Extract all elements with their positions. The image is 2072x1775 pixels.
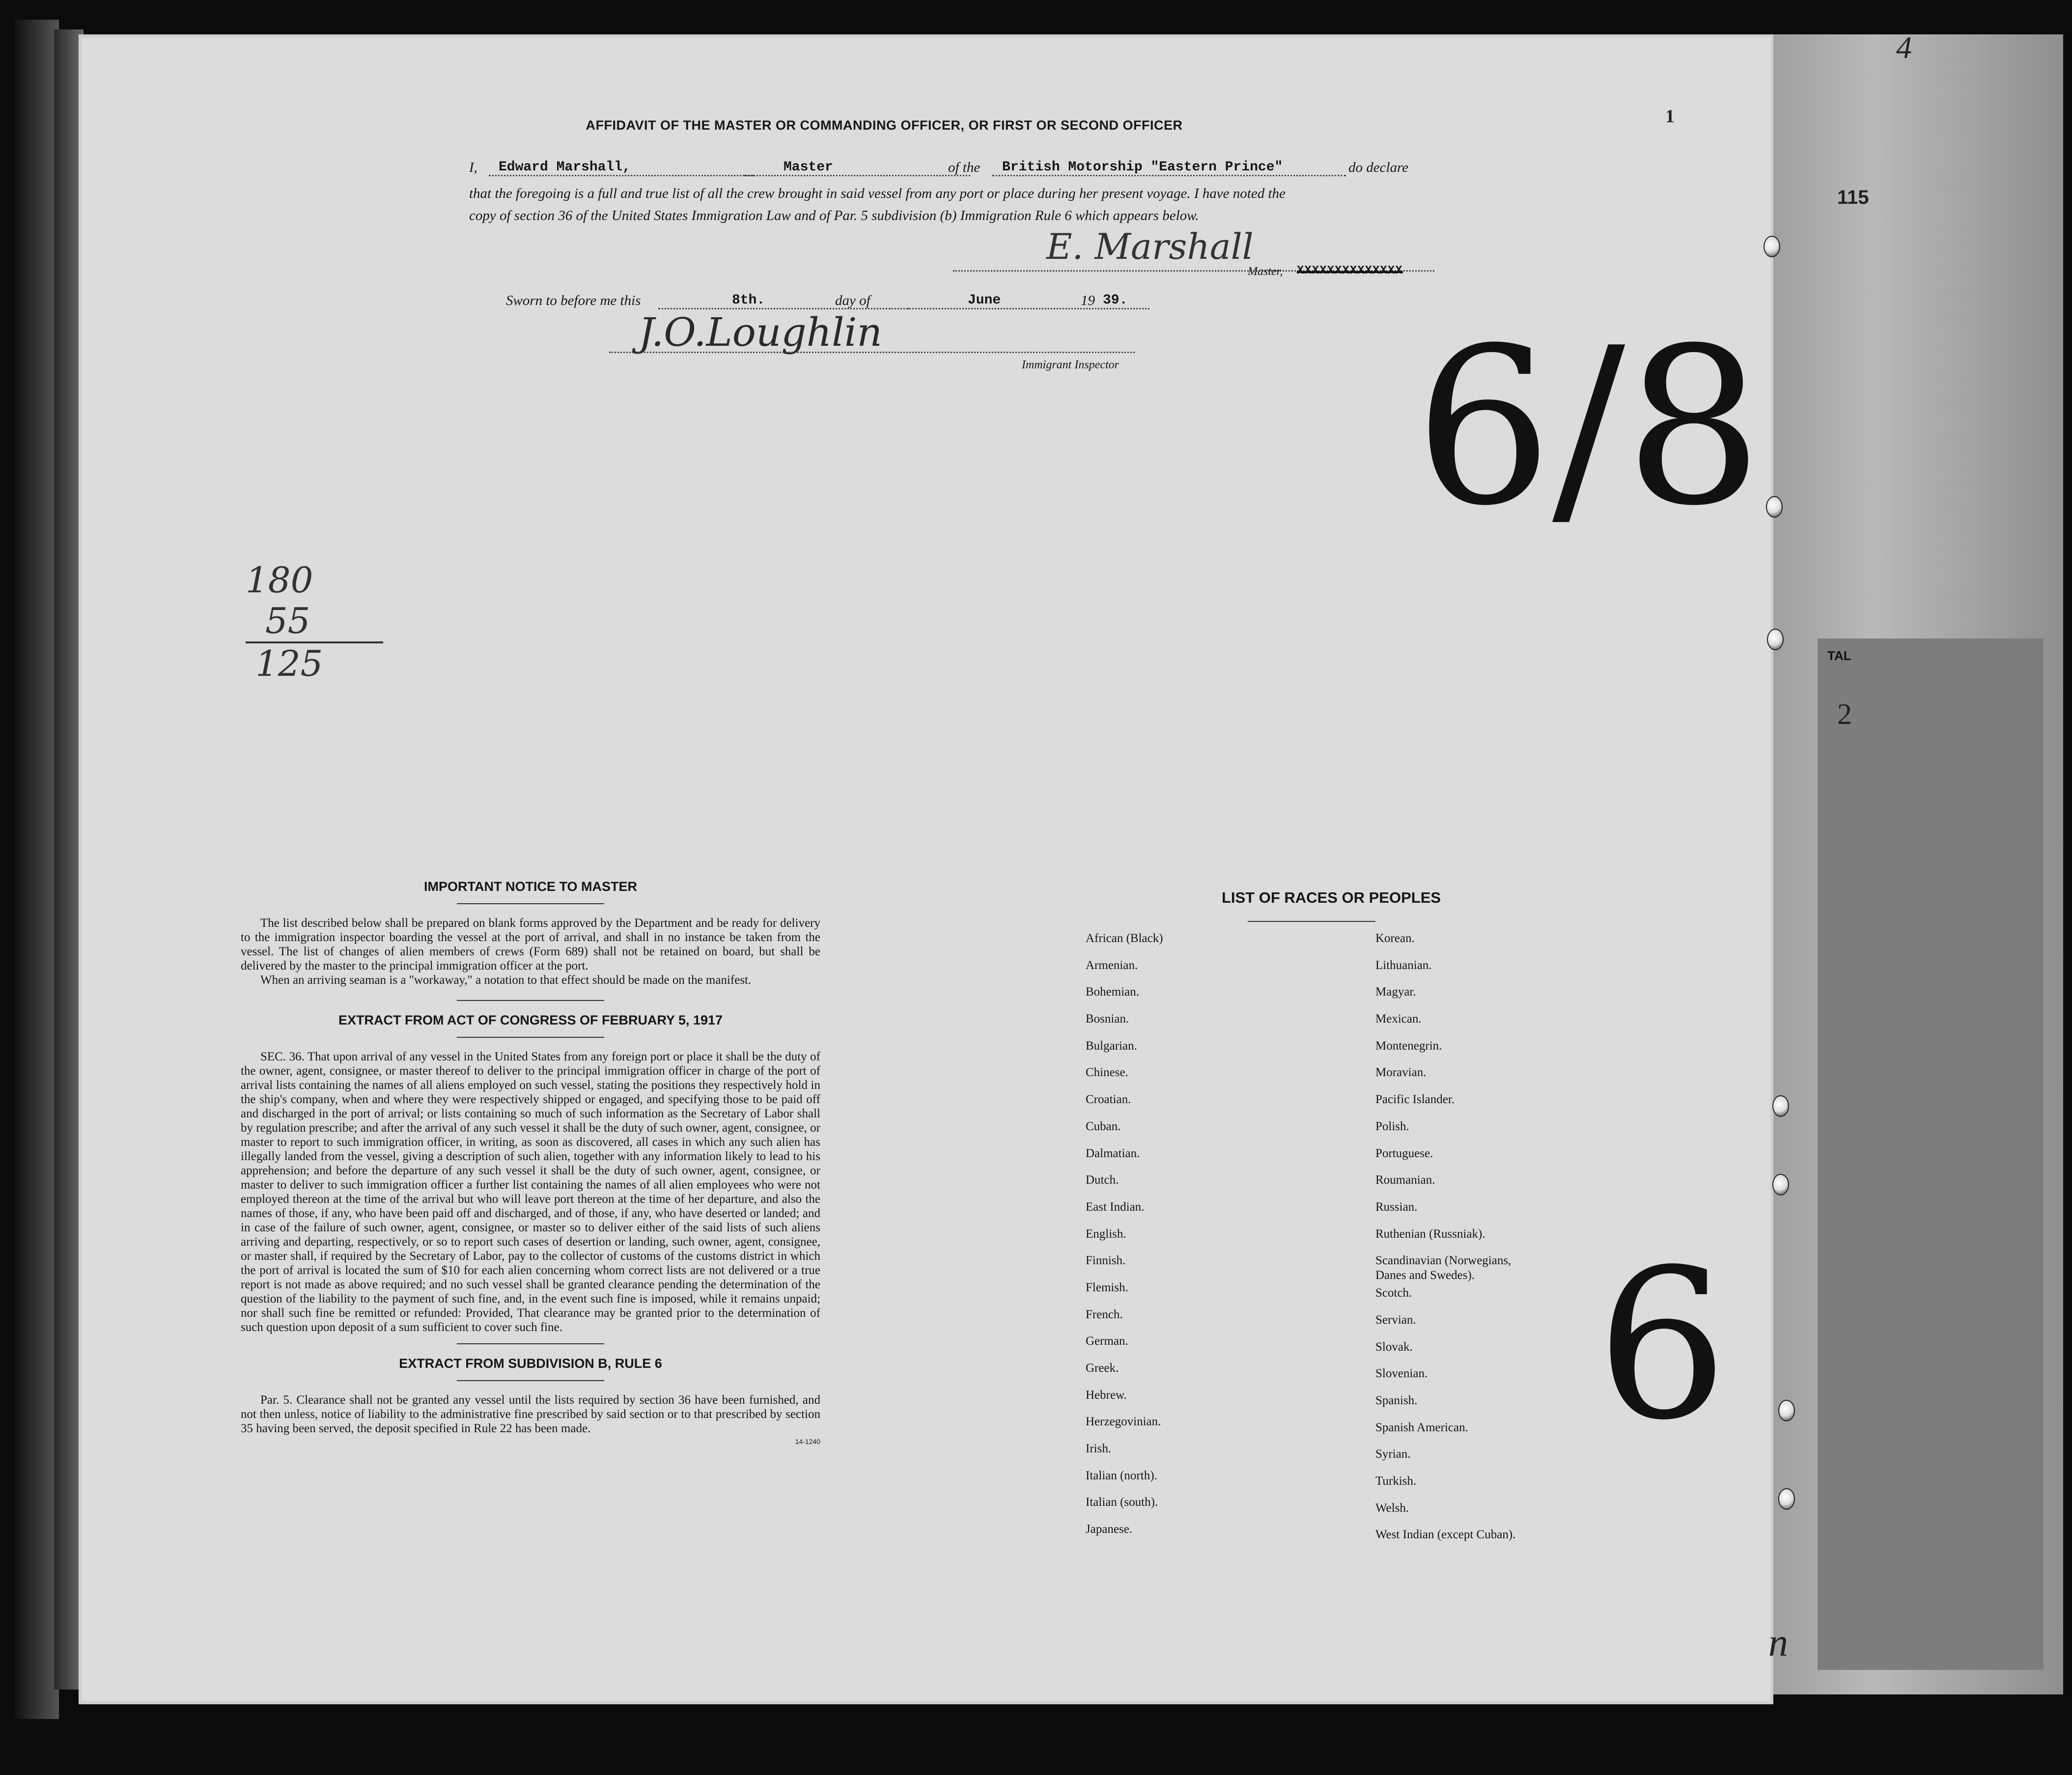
calc-line-1: 180 xyxy=(246,559,313,601)
race-item: Moravian. xyxy=(1375,1066,1427,1080)
affidavit-line-1 xyxy=(469,160,1432,179)
race-item: Dalmatian. xyxy=(1086,1146,1140,1160)
race-item: Greek. xyxy=(1086,1361,1119,1375)
binder-hole xyxy=(1772,1174,1789,1195)
par-5-text: Par. 5. Clearance shall not be granted any vessel until the lists required by section 36 have been furnished, and not then unless, notice of liability to the administrative fine prescribed by said section or to that prescribed by section 35 having been served, the deposit specified in Rule 22 has been made. xyxy=(241,1393,820,1435)
race-item: Bosnian. xyxy=(1086,1012,1129,1026)
race-item: Slovak. xyxy=(1375,1340,1413,1354)
race-item: Armenian. xyxy=(1086,958,1138,972)
race-item: Italian (south). xyxy=(1086,1496,1158,1509)
race-item: Slovenian. xyxy=(1375,1367,1428,1381)
race-item: Herzegovinian. xyxy=(1086,1415,1161,1429)
binder-hole xyxy=(1766,496,1783,518)
struck-title: XXXXXXXXXXXXXX xyxy=(1297,264,1403,277)
sheet-number: 115 xyxy=(1837,187,1869,208)
inspector-label: Immigrant Inspector xyxy=(1022,359,1119,371)
vessel-name: British Motorship "Eastern Prince" xyxy=(992,160,1346,176)
master-name: Edward Marshall, xyxy=(489,160,754,176)
divider xyxy=(457,1343,604,1344)
sworn-prefix: Sworn to before me this xyxy=(506,293,641,308)
race-item: Russian. xyxy=(1375,1200,1418,1214)
sworn-day: 8th. xyxy=(658,293,909,309)
calc-line-2: 55 xyxy=(246,601,383,643)
races-right-column xyxy=(1375,931,1515,1554)
notice-paragraph-2: When an arriving seaman is a "workaway," a notation to that effect should be made on the manifest. xyxy=(260,973,752,987)
section-36-text: SEC. 36. That upon arrival of any vessel in the United States from any foreign port or place it shall be the duty of the owner, agent, consignee, or master thereof to deliver to the principal immigration officer in charge of the port of arrival lists containing the names of all aliens employed on such vessel, stating the positions they respectively hold in the ship's company, when and where they were respectively shipped or engaged, and specifying those to be paid off and discharged in the port of arrival; or lists containing so much of such information as the Secretary of Labor shall by regulation prescribe; and after the arrival of any such vessel it shall be the duty of such owner, agent, consignee, or master to report to such immigration officer, in writing, as soon as discovered, all cases in which any such alien has illegally landed from the vessel, giving a description of such alien, together with any information likely to lead to his apprehension; and before the departure of any such vessel it shall be the duty of such owner, agent, consignee, or master to deliver to such immigration officer a further list containing the names of all alien employees who were not employed thereon at the time of the arrival but who will leave port thereon at the time of her departure, and also the names of those, if any, who have been paid off and discharged, and of those, if any, who have deserted or landed; and in case of the failure of such owner, agent, consignee, or master so to deliver either of the said lists of such aliens arriving and departing, respectively, or so to report such cases of desertion or landing, such owner, agent, consignee, or master shall, if required by the Secretary of Labor, pay to the collector of customs of the customs district in which the port of arrival is located the sum of $10 for each alien concerning whom correct lists are not delivered or a true report is not made as above required; and no such vessel shall be granted clearance pending the determination of the question of the liability to the payment of such fine, and, in the event such fine is imposed, while it remains unpaid; nor shall such fine be remitted or refunded: Provided, That clearance may be granted prior to the determination of such question upon deposit of a sum sufficient to cover such fine. xyxy=(241,1050,820,1334)
binder-hole xyxy=(1767,629,1784,650)
day-of-label: day of xyxy=(835,293,870,308)
race-item: Mexican. xyxy=(1375,1012,1422,1026)
race-item: Finnish. xyxy=(1086,1254,1126,1268)
act-heading: EXTRACT FROM ACT OF CONGRESS OF FEBRUARY 5, 1917 xyxy=(338,1013,723,1027)
race-item: Roumanian. xyxy=(1375,1173,1435,1187)
sworn-year: 39. xyxy=(1103,293,1128,308)
binder-hole xyxy=(1764,236,1780,257)
race-item: Syrian. xyxy=(1375,1447,1411,1461)
sworn-month: June xyxy=(889,293,1149,309)
notice-column xyxy=(241,879,820,1445)
race-item: Spanish. xyxy=(1375,1394,1418,1407)
tab-label: TAL xyxy=(1827,648,1851,663)
master-signature: E. Marshall xyxy=(1046,226,1254,267)
tab-digit: 2 xyxy=(1837,698,1852,730)
race-item: Korean. xyxy=(1375,932,1415,945)
race-item: African (Black) xyxy=(1086,932,1163,945)
race-item: Ruthenian (Russniak). xyxy=(1375,1227,1485,1241)
bottom-right-mark: n xyxy=(1768,1621,1788,1664)
race-item: Servian. xyxy=(1375,1313,1416,1327)
divider xyxy=(1248,921,1375,922)
top-right-number: 4 xyxy=(1896,30,1912,65)
races-left-column xyxy=(1086,931,1163,1549)
race-item: Cuban. xyxy=(1086,1119,1121,1133)
page-number: 1 xyxy=(1665,106,1675,127)
master-title-label: Master, xyxy=(1248,265,1283,278)
race-item: French. xyxy=(1086,1307,1123,1321)
document-page xyxy=(79,34,1773,1704)
race-item: Lithuanian. xyxy=(1375,958,1432,972)
rule-heading: EXTRACT FROM SUBDIVISION B, RULE 6 xyxy=(399,1356,662,1371)
binder-hole xyxy=(1778,1400,1795,1421)
notice-heading: IMPORTANT NOTICE TO MASTER xyxy=(424,879,637,894)
affidavit-heading: AFFIDAVIT OF THE MASTER OR COMMANDING OFFICER, OR FIRST OR SECOND OFFICER xyxy=(586,118,1183,133)
race-item: Irish. xyxy=(1086,1442,1112,1456)
divider xyxy=(457,1037,604,1038)
race-item: Spanish American. xyxy=(1375,1420,1468,1434)
race-item: Scandinavian (Norwegians, Danes and Swedes). xyxy=(1375,1254,1512,1282)
race-item: English. xyxy=(1086,1227,1126,1241)
race-item: Japanese. xyxy=(1086,1523,1133,1536)
affidavit-line-3: copy of section 36 of the United States Immigration Law and of Par. 5 subdivision (b) Immigration Rule 6 which appears below. xyxy=(469,208,1199,223)
race-item: Italian (north). xyxy=(1086,1469,1157,1482)
handwritten-date-mark: 6/8 xyxy=(1415,302,1763,553)
race-item: Flemish. xyxy=(1086,1280,1128,1294)
race-item: German. xyxy=(1086,1334,1128,1348)
underlying-sheet-lower xyxy=(1818,638,2044,1670)
race-item: West Indian (except Cuban). xyxy=(1375,1528,1516,1542)
race-item: Pacific Islander. xyxy=(1375,1093,1455,1107)
declare-label: do declare xyxy=(1348,160,1409,175)
race-item: Bulgarian. xyxy=(1086,1039,1137,1053)
of-the-label: of the xyxy=(948,160,980,175)
race-item: Chinese. xyxy=(1086,1066,1128,1080)
binder-hole xyxy=(1772,1095,1789,1117)
affidavit-line-2: that the foregoing is a full and true list of all the crew brought in said vessel from any port or place during her present voyage. I have noted the xyxy=(469,186,1286,201)
binder-hole xyxy=(1778,1488,1795,1510)
race-item: Montenegrin. xyxy=(1375,1039,1442,1053)
divider xyxy=(457,1000,604,1001)
race-item: Welsh. xyxy=(1375,1501,1409,1515)
rank: Master xyxy=(744,160,970,176)
divider xyxy=(457,903,604,904)
handwritten-six: 6 xyxy=(1596,1225,1728,1466)
race-item: East Indian. xyxy=(1086,1200,1145,1214)
race-item: Hebrew. xyxy=(1086,1388,1127,1402)
calc-line-3: 125 xyxy=(255,642,323,684)
race-item: Turkish. xyxy=(1375,1474,1417,1488)
sworn-line xyxy=(506,293,1145,312)
notice-paragraph-1: The list described below shall be prepared on blank forms approved by the Department and be ready for delivery to the immigration inspector boarding the vessel at the port of arrival, and shall in no instance be taken from the vessel. The list of changes of alien members of crews (Form 689) shall not be retained on board, but shall be delivered by the master to the principal immigration officer at the port. xyxy=(241,916,820,972)
race-item: Croatian. xyxy=(1086,1093,1131,1107)
race-item: Polish. xyxy=(1375,1119,1409,1133)
race-item: Dutch. xyxy=(1086,1173,1119,1187)
left-page-edge xyxy=(15,20,59,1719)
race-item: Portuguese. xyxy=(1375,1146,1433,1160)
race-item: Magyar. xyxy=(1375,985,1416,999)
race-item: Scotch. xyxy=(1375,1286,1412,1300)
race-item: Bohemian. xyxy=(1086,985,1140,999)
form-number: 14-1240 xyxy=(795,1438,820,1445)
declarant-prefix: I, xyxy=(469,160,477,175)
races-heading: LIST OF RACES OR PEOPLES xyxy=(1221,889,1441,906)
inspector-line xyxy=(609,352,1135,353)
inspector-signature: J.O.Loughlin xyxy=(639,309,882,355)
century-label: 19 xyxy=(1081,293,1095,308)
divider xyxy=(457,1380,604,1381)
